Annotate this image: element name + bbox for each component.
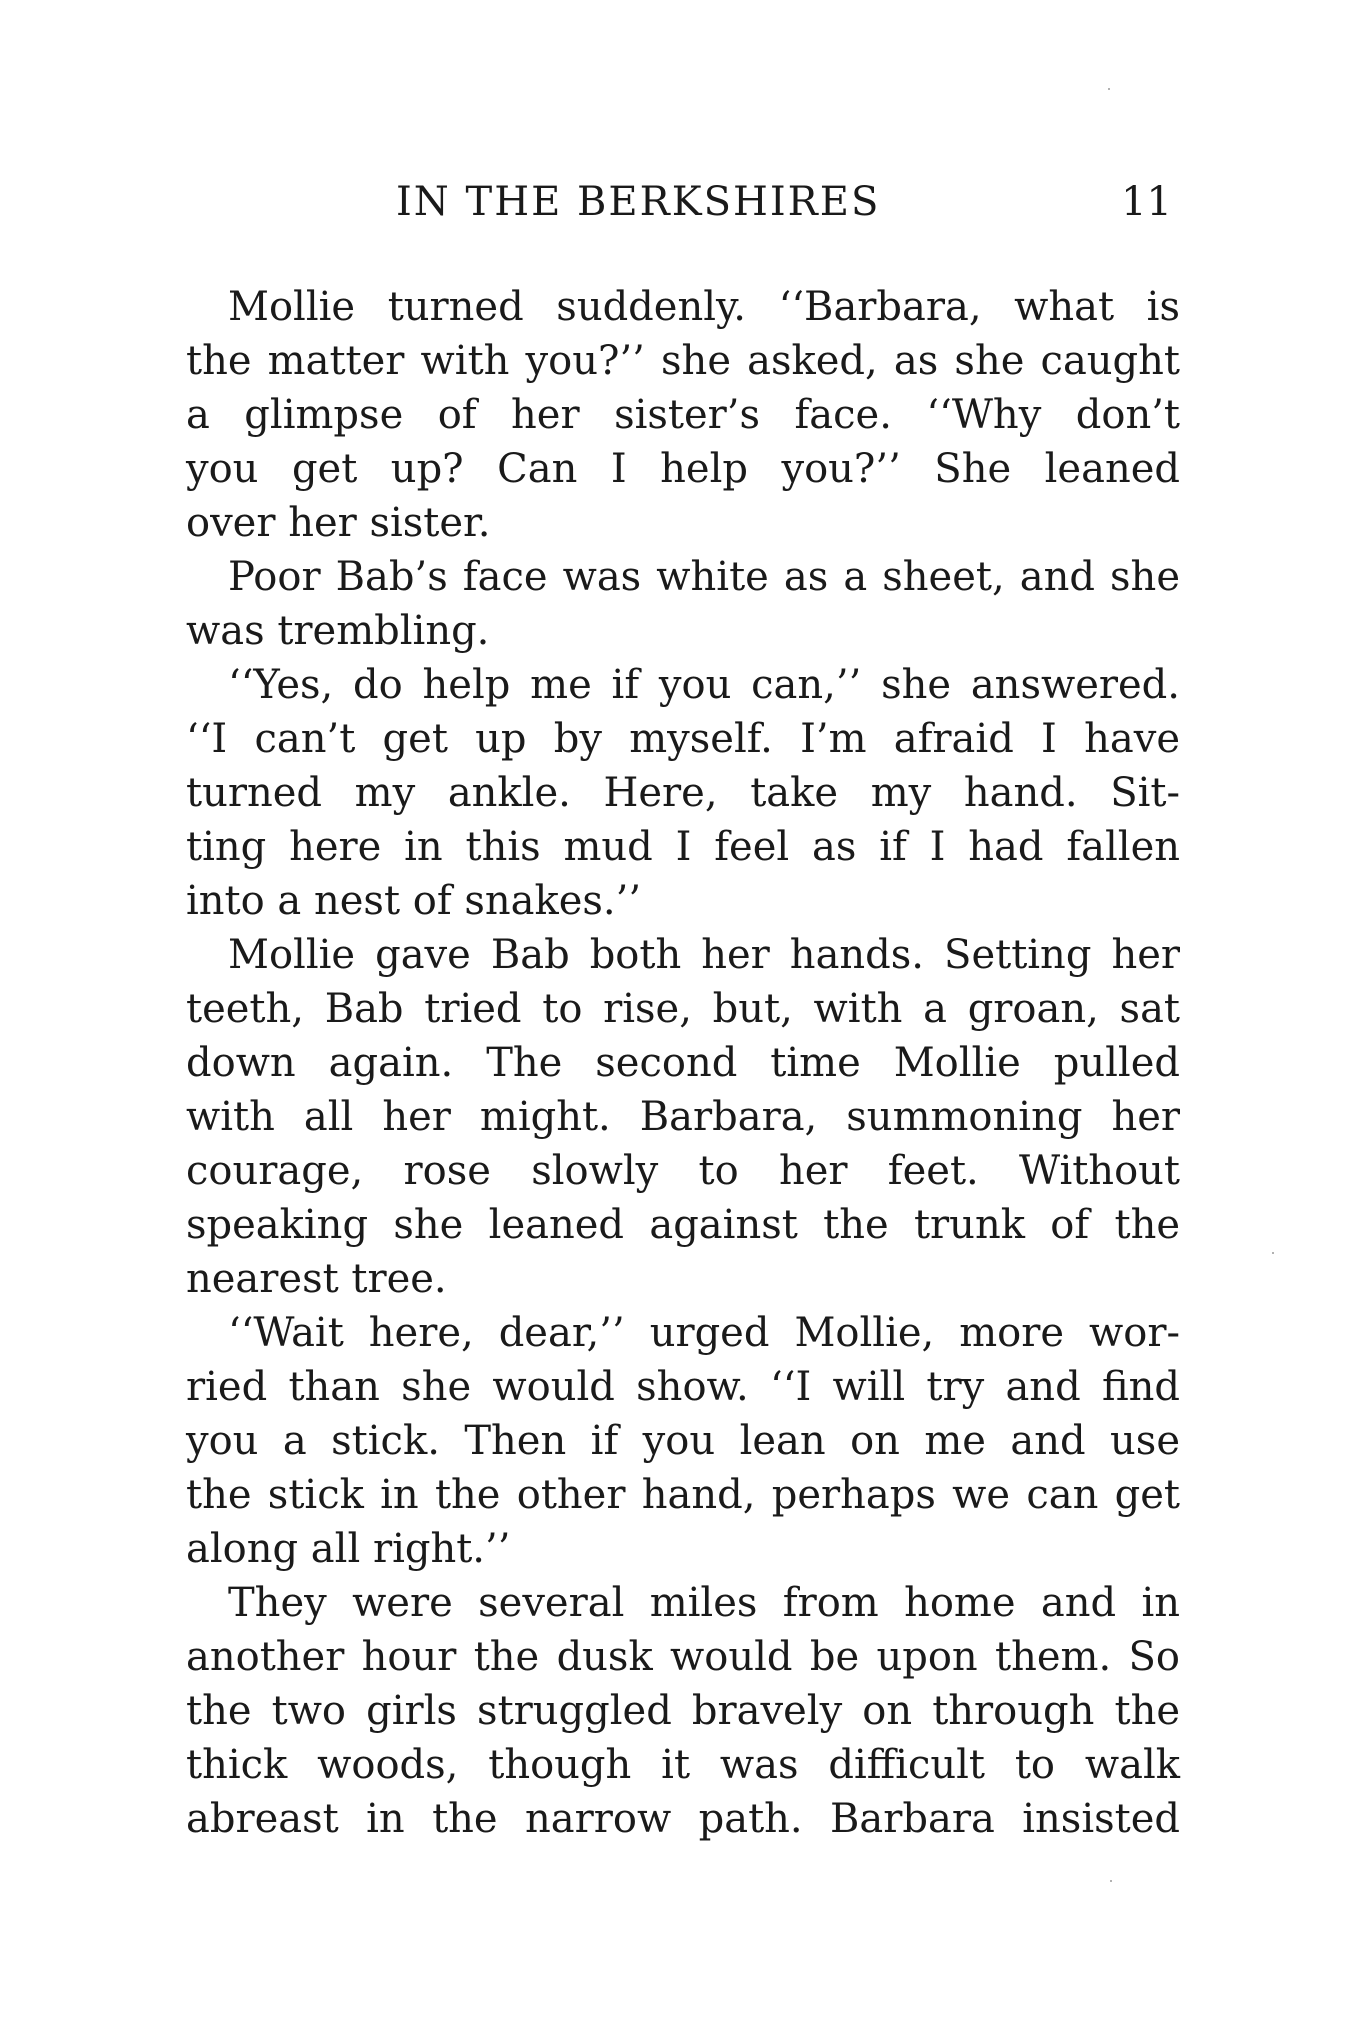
text-line: you get up? Can I help you?’’ She leaned <box>186 446 1180 492</box>
text-line: Mollie gave Bab both her hands. Setting her <box>228 932 1180 978</box>
text-line: Poor Bab’s face was white as a sheet, and she <box>228 554 1180 600</box>
paper-speck <box>1108 88 1110 90</box>
text-line: ting here in this mud I feel as if I had fallen <box>186 824 1180 870</box>
text-line: over her sister. <box>186 500 491 546</box>
text-line: with all her might. Barbara, summoning her <box>186 1094 1180 1140</box>
page-number: 11 <box>1121 179 1172 225</box>
text-line: speaking she leaned against the trunk of the <box>186 1202 1180 1248</box>
text-line: down again. The second time Mollie pulled <box>186 1040 1180 1086</box>
text-line: you a stick. Then if you lean on me and use <box>186 1418 1180 1464</box>
text-line: ‘‘Yes, do help me if you can,’’ she answered. <box>228 662 1180 708</box>
text-line: abreast in the narrow path. Barbara insisted <box>186 1796 1180 1842</box>
text-line: Mollie turned suddenly. ‘‘Barbara, what is <box>228 284 1180 330</box>
text-line: a glimpse of her sister’s face. ‘‘Why don’t <box>186 392 1180 438</box>
text-line: was trembling. <box>186 608 490 654</box>
text-line: the two girls struggled bravely on through the <box>186 1688 1180 1734</box>
text-line: ried than she would show. ‘‘I will try and find <box>186 1364 1180 1410</box>
text-line: teeth, Bab tried to rise, but, with a groan, sat <box>186 986 1180 1032</box>
text-line: ‘‘I can’t get up by myself. I’m afraid I have <box>186 716 1180 762</box>
text-line: They were several miles from home and in <box>228 1580 1180 1626</box>
text-line: the stick in the other hand, perhaps we can get <box>186 1472 1180 1518</box>
text-line: along all right.’’ <box>186 1526 511 1572</box>
text-line: the matter with you?’’ she asked, as she caught <box>186 338 1180 384</box>
text-line: turned my ankle. Here, take my hand. Sit- <box>186 770 1180 816</box>
running-title: IN THE BERKSHIRES <box>396 179 881 225</box>
text-line: ‘‘Wait here, dear,’’ urged Mollie, more wor- <box>228 1310 1180 1356</box>
text-line: another hour the dusk would be upon them. So <box>186 1634 1180 1680</box>
text-line: courage, rose slowly to her feet. Without <box>186 1148 1180 1194</box>
text-line: thick woods, though it was difficult to walk <box>186 1742 1180 1788</box>
text-line: into a nest of snakes.’’ <box>186 878 642 924</box>
paper-speck <box>1110 1880 1112 1882</box>
paper-speck <box>1272 1252 1274 1254</box>
running-head <box>186 172 1180 232</box>
text-line: nearest tree. <box>186 1256 447 1302</box>
body-text <box>186 280 1180 1846</box>
